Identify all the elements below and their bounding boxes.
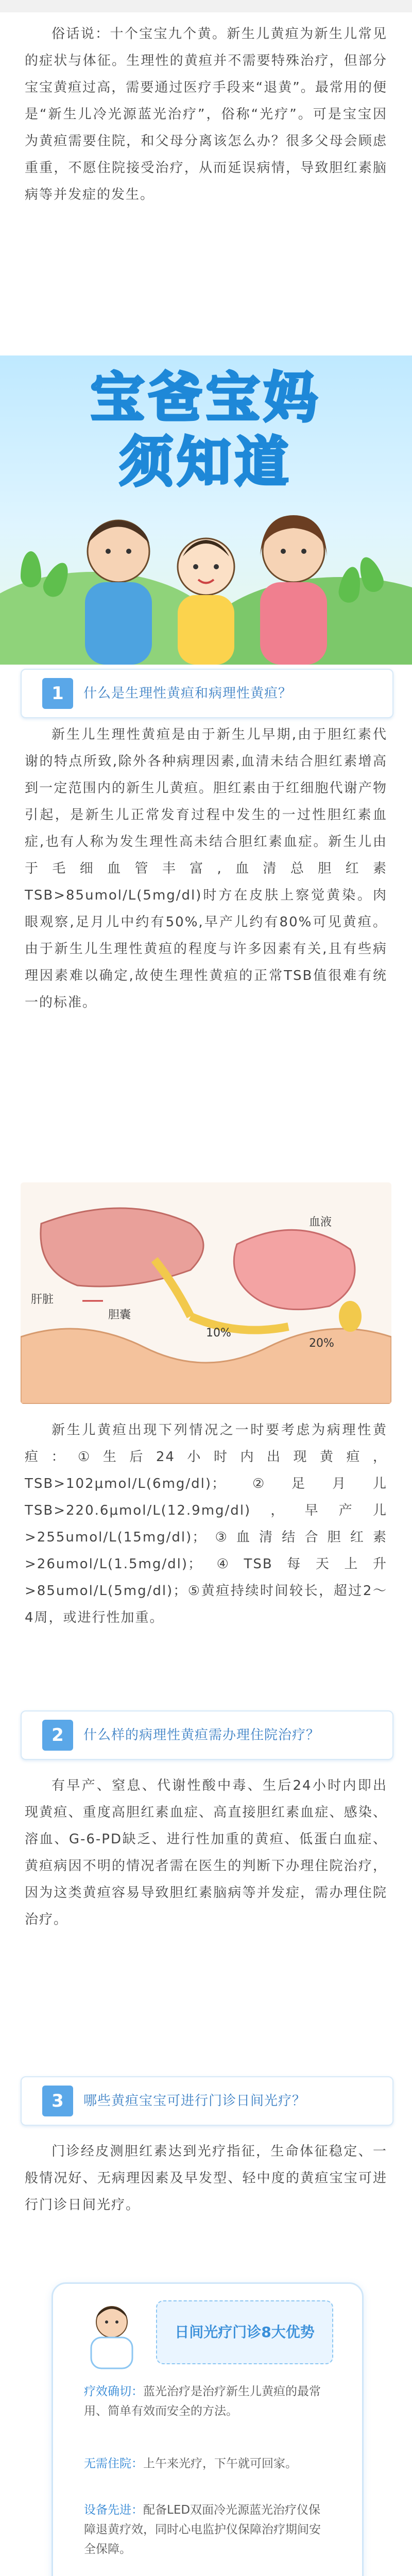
hospitalization-paragraph: 有早产、窒息、代谢性酸中毒、生后24小时内即出现黄疸、重度高胆红素血症、高直接胆红素血症、感染、溶血、G-6-PD缺乏、进行性加重的黄疸、低蛋白血症、黄疸病因不明的情况者需在医生的判断下办理住院治疗，因为这类黄疸容易导致胆红素脑病等并发症，需办理住院治疗。 — [25, 1778, 387, 1927]
top-bar — [0, 0, 412, 12]
section-title: 什么是生理性黄疸和病理性黄疸？ — [83, 686, 293, 701]
intro-paragraph: 俗话说：十个宝宝九个黄。新生儿黄疸为新生儿常见的症状与体征。生理性的黄疸并不需要特殊治疗，但部分宝宝黄疸过高，需要通过医疗手段来“退黄”。最常用的便是“新生儿冷光源蓝光治疗”，俗称“光疗”。可是宝宝因为黄疸需要住院，和父母分离该怎么办？很多父母会顾虑重重，不愿住院接受治疗，从而延误病情，导致胆红素脑病等并发症的发生。 — [25, 26, 387, 202]
section-title: 什么样的病理性黄疸需办理住院治疗？ — [83, 1727, 320, 1743]
physiological-jaundice-paragraph: 新生儿生理性黄疸是由于新生儿早期,由于胆红素代谢的特点所致,除外各种病理因素,血清未结合胆红素增高到一定范围内的新生儿黄疸。胆红素由于红细胞代谢产物引起，是新生儿正常发育过程中发生的一过性胆红素血症,也有人称为发生理性高未结合胆红素血症。新生儿由于毛细血管丰富,血清总胆红素TSB>85umol/L(5mg/dl)时方在皮肤上察觉黄染。肉眼观察,足月儿中约有50%,早产儿约有80%可见黄疸。由于新生儿生理性黄疸的程度与许多因素有关,且有些病理因素难以确定,故使生理性黄疸的正常TSB值很难有统一的标准。 — [25, 727, 387, 1010]
section-header-2 — [21, 1710, 393, 1760]
label-liver: 肝脏 — [31, 1293, 54, 1306]
advantages-card — [52, 2282, 364, 2576]
section-header-1 — [21, 669, 393, 718]
hero-title-line2: 须知道 — [119, 431, 293, 494]
section-number: 1 — [42, 678, 73, 709]
feature-item: 设备先进：配备LED双面冷光源蓝光治疗仪保障退黄疗效，同时心电监护仪保障治疗期间安全保障。 — [84, 2503, 321, 2556]
day-phototherapy-paragraph: 门诊经皮测胆红素达到光疗指征，生命体征稳定、一般情况好、无病理因素及早发型、轻中度的黄疸宝宝可进行门诊日间光疗。 — [25, 2144, 387, 2213]
hero-banner — [0, 355, 412, 665]
feature-item: 疗效确切：蓝光治疗是治疗新生儿黄疸的最常用、简单有效而安全的方法。 — [84, 2385, 321, 2418]
card-title: 日间光疗门诊8大优势 — [156, 2300, 333, 2364]
label-10-percent: 10% — [206, 1327, 231, 1340]
label-gallbladder: 胆囊 — [108, 1309, 131, 1321]
feature-item: 无需住院：上午来光疗，下午就可回家。 — [84, 2457, 297, 2470]
hero-title-line1: 宝爸宝妈 — [90, 366, 321, 429]
family-illustration — [57, 495, 355, 665]
label-blood: 血液 — [309, 1216, 332, 1229]
section-title: 哪些黄疸宝宝可进行门诊日间光疗？ — [83, 2093, 306, 2109]
doctor-icon — [76, 2297, 148, 2369]
liver-illustration — [21, 1182, 391, 1404]
section-number: 3 — [42, 2086, 73, 2116]
liver-diagram — [21, 1182, 391, 1404]
label-20-percent: 20% — [309, 1337, 334, 1350]
section-number: 2 — [42, 1720, 73, 1751]
section-header-3 — [21, 2076, 393, 2126]
hero-title — [77, 366, 335, 500]
leaf-decoration — [21, 551, 41, 587]
pathological-jaundice-paragraph: 新生儿黄疸出现下列情况之一时要考虑为病理性黄疸：①生后24小时内出现黄疸，TSB>102μmol/L(6mg/dl)；②足月儿TSB>220.6μmol/L(12.9mg/dl)，早产儿>255umol/L(15mg/dl)；③血清结合胆红素>26umol/L(1.5mg/dl)；④TSB每天上升>85umol/L(5mg/dl)；⑤黄疸持续时间较长，超过2～4周，或进行性加重。 — [25, 1422, 387, 1625]
